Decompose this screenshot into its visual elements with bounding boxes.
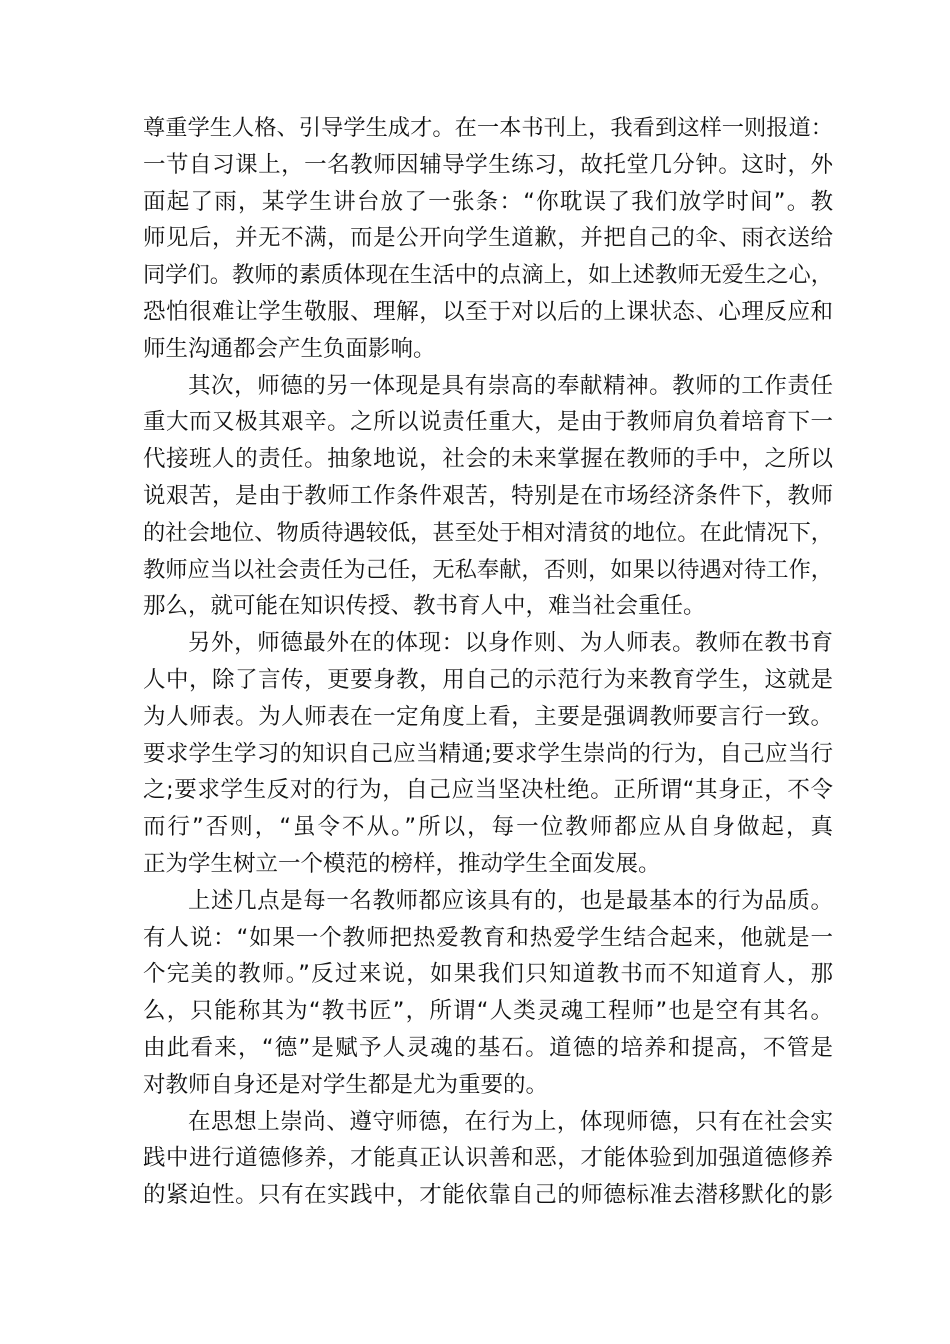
text-line: 正为学生树立一个模范的榜样，推动学生全面发展。 [143,850,661,877]
body-text [143,110,833,1214]
paragraph-first-line: 上述几点是每一名教师都应该具有的，也是最基本的行为品质。 [188,887,833,914]
text-line: 人中，除了言传，更要身教，用自己的示范行为来教育学生，这就是 [143,666,833,693]
text-line: 代接班人的责任。抽象地说，社会的未来掌握在教师的手中，之所以 [143,446,833,473]
text-line: 尊重学生人格、引导学生成才。在一本书刊上，我看到这样一则报道： [143,115,833,141]
text-line: 面起了雨，某学生讲台放了一张条：“你耽误了我们放学时间”。教 [143,188,833,215]
text-line: 的紧迫性。只有在实践中，才能依靠自己的师德标准去潜移默化的影 [143,1182,833,1209]
text-line: 重大而又极其艰辛。之所以说责任重大，是由于教师肩负着培育下一 [143,409,833,436]
text-line: 一节自习课上，一名教师因辅导学生练习，故托堂几分钟。这时，外 [143,151,833,178]
text-line: 对教师自身还是对学生都是尤为重要的。 [143,1071,549,1098]
text-line: 么，只能称其为“教书匠”，所谓“人类灵魂工程师”也是空有其名。 [143,998,833,1025]
text-line: 的社会地位、物质待遇较低，甚至处于相对清贫的地位。在此情况下， [143,519,833,546]
text-line: 教师应当以社会责任为己任，无私奉献，否则，如果以待遇对待工作， [143,556,833,583]
text-line: 有人说：“如果一个教师把热爱教育和热爱学生结合起来，他就是一 [143,924,833,951]
text-line: 师见后，并无不满，而是公开向学生道歉，并把自己的伞、雨衣送给 [143,225,833,252]
paragraph-first-line: 其次，师德的另一体现是具有崇高的奉献精神。教师的工作责任 [188,372,833,399]
text-line: 同学们。教师的素质体现在生活中的点滴上，如上述教师无爱生之心， [143,262,833,289]
paragraph-first-line: 在思想上崇尚、遵守师德，在行为上，体现师德，只有在社会实 [188,1108,833,1135]
paragraph-first-line: 另外，师德最外在的体现：以身作则、为人师表。教师在教书育 [188,630,833,657]
text-line: 师生沟通都会产生负面影响。 [143,335,436,362]
text-line: 为人师表。为人师表在一定角度上看，主要是强调教师要言行一致。 [143,703,833,730]
text-line: 而行”否则，“虽令不从。”所以，每一位教师都应从自身做起，真 [143,814,833,841]
text-line: 个完美的教师。”反过来说，如果我们只知道教书而不知道育人，那 [143,961,833,988]
text-line: 要求学生学习的知识自己应当精通;要求学生崇尚的行为，自己应当行 [143,740,833,767]
text-line: 之;要求学生反对的行为，自己应当坚决杜绝。正所谓“其身正，不令 [143,777,833,804]
text-line: 由此看来，“德”是赋予人灵魂的基石。道德的培养和提高，不管是 [143,1034,833,1061]
text-line: 那么，就可能在知识传授、教书育人中，难当社会重任。 [143,593,706,620]
text-line: 践中进行道德修养，才能真正认识善和恶，才能体验到加强道德修养 [143,1145,833,1172]
text-line: 恐怕很难让学生敬服、理解，以至于对以后的上课状态、心理反应和 [143,298,833,325]
text-line: 说艰苦，是由于教师工作条件艰苦，特别是在市场经济条件下，教师 [143,482,833,509]
